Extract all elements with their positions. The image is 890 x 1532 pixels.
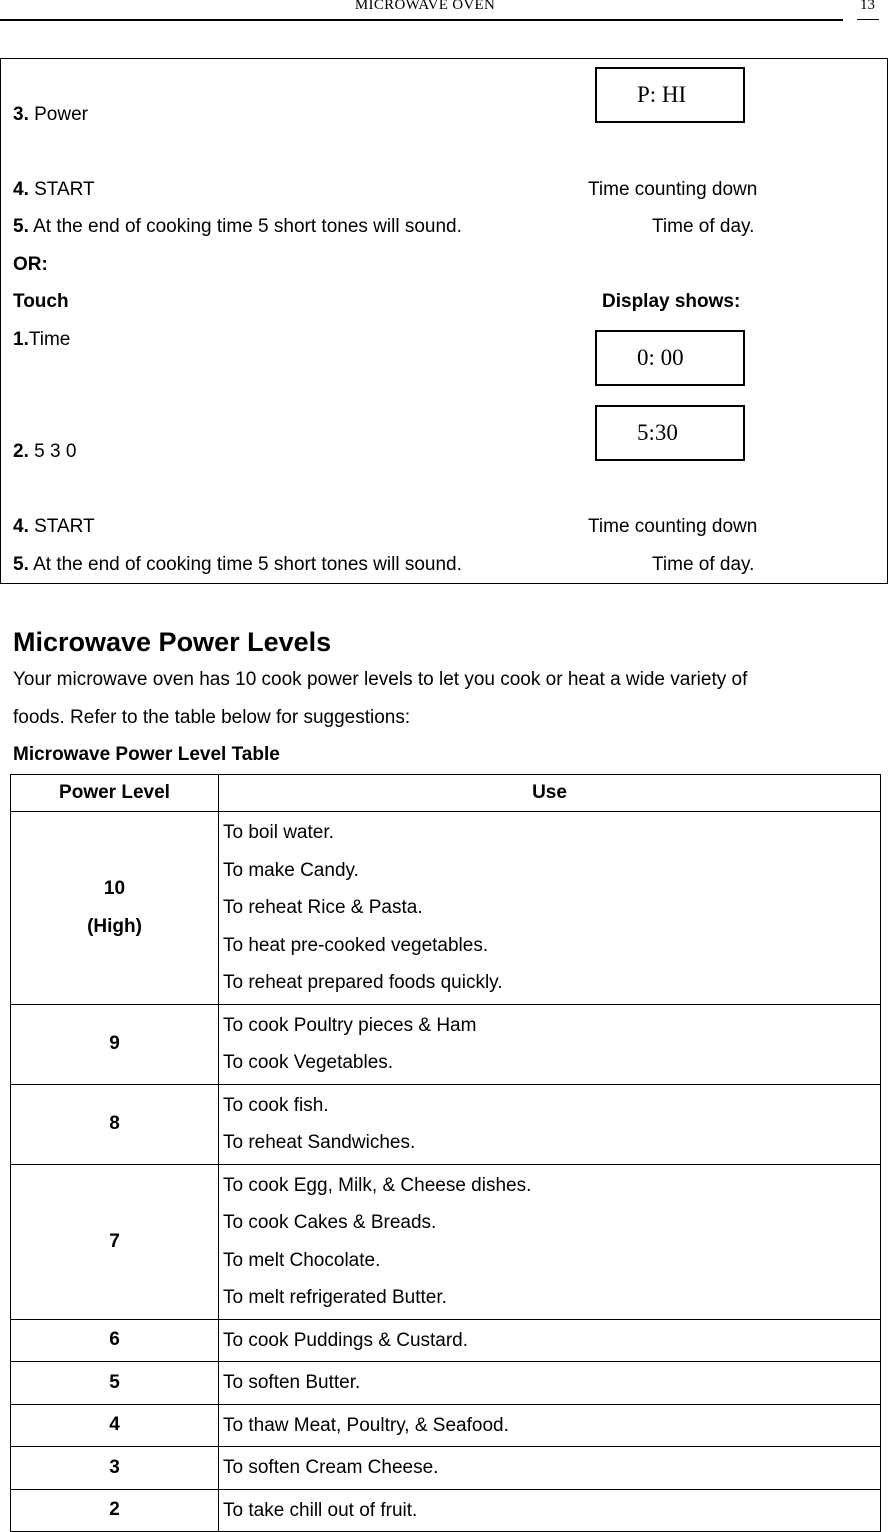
page-number-rule: [857, 19, 879, 20]
table-row: [11, 1164, 881, 1319]
display-time-of-day: Time of day.: [652, 216, 755, 237]
use-cell: To soften Butter.: [219, 1362, 881, 1405]
header-title: MICROWAVE OVEN: [354, 0, 496, 13]
step-1-time: 1.Time: [13, 329, 71, 350]
use-cell: To cook fish. To reheat Sandwiches.: [219, 1084, 881, 1164]
display-time-initial: 0: 00: [595, 330, 745, 386]
use-cell: To boil water. To make Candy. To reheat Rice & Pasta. To heat pre-cooked vegetables. To reheat prepared foods quickly.: [219, 812, 881, 1005]
table-title: Microwave Power Level Table: [13, 744, 280, 765]
power-level-cell: 2: [11, 1489, 219, 1532]
step-4-start: 4. START: [13, 179, 95, 200]
power-level-cell: 6: [11, 1319, 219, 1362]
step-3: 3. Power: [13, 104, 88, 125]
step-4-start-2: 4. START: [13, 516, 95, 537]
header-power-level: Power Level: [11, 775, 219, 812]
intro-line-1: Your microwave oven has 10 cook power levels to let you cook or heat a wide variety of: [13, 669, 748, 690]
power-level-cell: 7: [11, 1164, 219, 1319]
table-row: [11, 1004, 881, 1084]
table-row: [11, 1084, 881, 1164]
power-level-cell: 4: [11, 1404, 219, 1447]
table-row: [11, 1319, 881, 1362]
table-header-row: [11, 775, 881, 812]
section-heading: Microwave Power Levels: [13, 627, 332, 657]
use-cell: To thaw Meat, Poultry, & Seafood.: [219, 1404, 881, 1447]
use-cell: To cook Egg, Milk, & Cheese dishes. To cook Cakes & Breads. To melt Chocolate. To melt refrigerated Butter.: [219, 1164, 881, 1319]
power-level-cell: 3: [11, 1447, 219, 1490]
touch-heading: Touch: [13, 291, 69, 312]
intro-line-2: foods. Refer to the table below for suggestions:: [13, 707, 411, 728]
use-cell: To cook Puddings & Custard.: [219, 1319, 881, 1362]
table-row: [11, 1404, 881, 1447]
power-level-cell: 5: [11, 1362, 219, 1405]
use-cell: To take chill out of fruit.: [219, 1489, 881, 1532]
table-row: [11, 1447, 881, 1490]
table-row: [11, 812, 881, 1005]
display-shows-heading: Display shows:: [602, 291, 741, 312]
header-rule: [0, 19, 843, 21]
display-countdown: Time counting down: [588, 179, 758, 200]
table-row: [11, 1362, 881, 1405]
header-use: Use: [219, 775, 881, 812]
power-level-table: [10, 774, 881, 1532]
step-5-end: 5. At the end of cooking time 5 short tones will sound.: [13, 216, 462, 237]
display-time-set: 5:30: [595, 405, 745, 461]
display-time-of-day-2: Time of day.: [652, 554, 755, 575]
page-header: [0, 0, 890, 30]
instruction-box: [0, 58, 888, 584]
power-level-cell: 8: [11, 1084, 219, 1164]
step-5-end-2: 5. At the end of cooking time 5 short tones will sound.: [13, 554, 462, 575]
page-number: 13: [860, 0, 875, 13]
or-label: OR:: [13, 254, 48, 275]
power-level-cell: 10 (High): [11, 812, 219, 1005]
step-2-digits: 2. 5 3 0: [13, 441, 77, 462]
table-row: [11, 1489, 881, 1532]
use-cell: To soften Cream Cheese.: [219, 1447, 881, 1490]
display-power: P: HI: [595, 67, 745, 123]
display-countdown-2: Time counting down: [588, 516, 758, 537]
power-level-cell: 9: [11, 1004, 219, 1084]
use-cell: To cook Poultry pieces & Ham To cook Vegetables.: [219, 1004, 881, 1084]
